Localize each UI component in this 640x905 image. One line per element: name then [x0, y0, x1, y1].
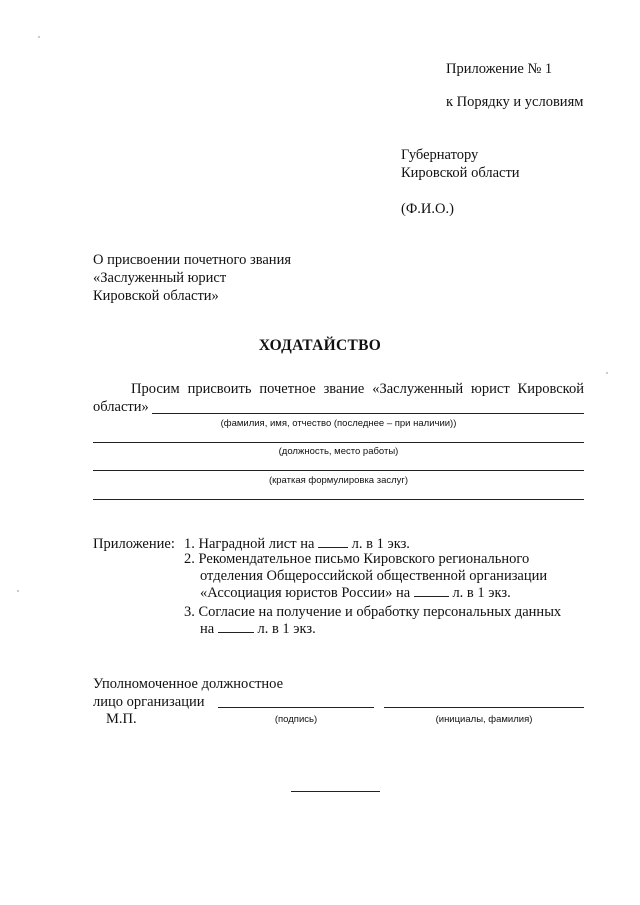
scan-speck	[38, 36, 40, 38]
appendix-number: Приложение № 1	[446, 61, 553, 77]
attachment-item-3-line2	[200, 620, 316, 639]
attachments-label: Приложение:	[93, 536, 175, 552]
hint-signature: (подпись)	[274, 714, 318, 725]
stamp-label: М.П.	[106, 711, 137, 727]
request-line2-prefix: области»	[93, 399, 149, 415]
attachment-item-2-line3	[200, 584, 511, 603]
fio-fill-line[interactable]	[152, 413, 584, 414]
attachment-item-3-line1: 3. Согласие на получение и обработку персональных данных	[184, 604, 562, 620]
subject-line3: Кировской области»	[93, 288, 219, 304]
signature-label-line2: лицо организации	[93, 694, 205, 710]
closing-separator	[291, 791, 380, 792]
addressee-fio: (Ф.И.О.)	[401, 201, 454, 217]
attachment-item-3-text: на	[200, 621, 215, 637]
signature-label-line1: Уполномоченное должностное	[93, 676, 284, 692]
attachment-item-3-copies: л. в 1 экз.	[257, 621, 316, 637]
subject-line1: О присвоении почетного звания	[93, 252, 291, 268]
addressee-line2: Кировской области	[401, 165, 520, 181]
attachment-item-1-copies: л. в 1 экз.	[351, 536, 410, 552]
attachment-item-2-line2: отделения Общероссийской общественной организации	[200, 568, 548, 584]
attachment-item-2-pages-field[interactable]	[414, 585, 449, 597]
attachment-item-1-text: 1. Наградной лист на	[184, 536, 315, 552]
subject-line2: «Заслуженный юрист	[93, 270, 227, 286]
attachment-item-3-pages-field[interactable]	[218, 621, 254, 633]
merits-fill-line-2[interactable]	[93, 499, 584, 500]
document-title: ХОДАТАЙСТВО	[258, 337, 382, 354]
name-fill-line[interactable]	[384, 707, 584, 708]
scan-speck	[606, 372, 608, 374]
hint-position: (должность, место работы)	[278, 446, 399, 457]
attachment-item-2-line1: 2. Рекомендательное письмо Кировского регионального	[184, 551, 530, 567]
position-fill-line[interactable]	[93, 442, 584, 443]
appendix-reference: к Порядку и условиям	[446, 94, 584, 110]
hint-fio: (фамилия, имя, отчество (последнее – при наличии))	[220, 418, 457, 429]
addressee-line1: Губернатору	[401, 147, 479, 163]
signature-fill-line[interactable]	[218, 707, 374, 708]
scan-speck	[17, 590, 19, 592]
attachment-item-1-pages-field[interactable]	[318, 536, 348, 548]
merits-fill-line-1[interactable]	[93, 470, 584, 471]
hint-initials: (инициалы, фамилия)	[435, 714, 533, 725]
request-line1: Просим присвоить почетное звание «Заслуженный юрист Кировской	[131, 381, 584, 397]
attachment-item-2-text: «Ассоциация юристов России» на	[200, 585, 411, 601]
hint-merits: (краткая формулировка заслуг)	[268, 475, 409, 486]
attachment-item-2-copies: л. в 1 экз.	[452, 585, 511, 601]
